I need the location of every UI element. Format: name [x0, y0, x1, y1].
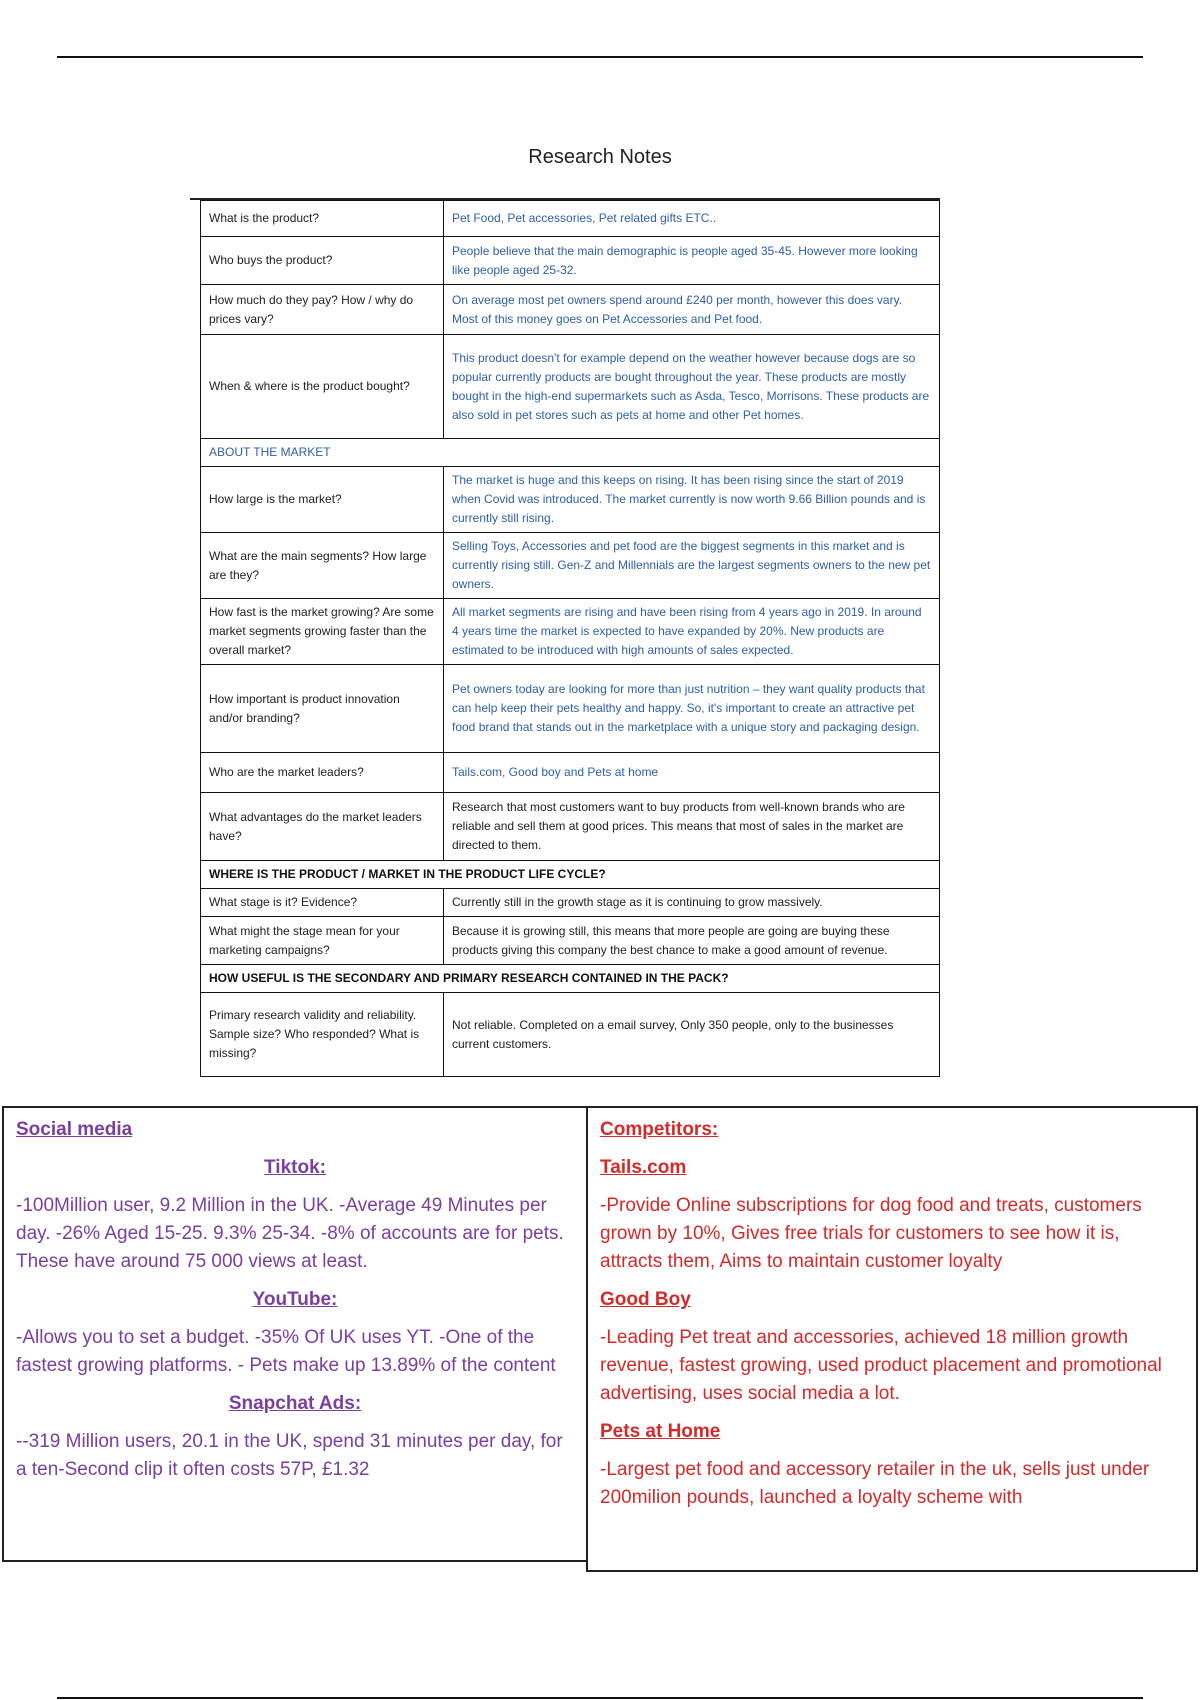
question-cell: Who are the market leaders? — [201, 753, 444, 793]
table-row — [201, 917, 940, 965]
competitor-text: -Leading Pet treat and accessories, achieved 18 million growth revenue, fastest growing, used product placement and promotional advertising, uses social media a lot. — [600, 1327, 1162, 1404]
section-row — [201, 965, 940, 993]
section-row — [201, 861, 940, 889]
competitor-name: Tails.com — [600, 1157, 687, 1178]
answer-cell: Selling Toys, Accessories and pet food are the biggest segments in this market and is currently rising still. Gen-Z and Millennials are the largest segments owners to the new pet owners. — [444, 533, 940, 599]
question-cell: What might the stage mean for your marketing campaigns? — [201, 917, 444, 965]
research-table — [200, 200, 940, 1077]
answer-cell: Not reliable. Completed on a email survey, Only 350 people, only to the businesses current customers. — [444, 993, 940, 1077]
competitor-name: Good Boy — [600, 1289, 691, 1310]
answer-cell: Pet Food, Pet accessories, Pet related gifts ETC.. — [444, 201, 940, 237]
competitor-text: -Provide Online subscriptions for dog food and treats, customers grown by 10%, Gives free trials for customers to see how it is, attracts them, Aims to maintain customer loyalty — [600, 1195, 1142, 1272]
table-row — [201, 889, 940, 917]
table-row — [201, 237, 940, 285]
snapchat-heading: Snapchat Ads: — [228, 1393, 362, 1414]
answer-cell: All market segments are rising and have been rising from 4 years ago in 2019. In around 4 years time the market is expected to have expanded by 20%. New products are estimated to be introduced with high amounts of sales expected. — [444, 599, 940, 665]
tiktok-heading: Tiktok: — [264, 1157, 326, 1178]
answer-cell: Tails.com, Good boy and Pets at home — [444, 753, 940, 793]
competitors-heading: Competitors: — [600, 1119, 719, 1140]
social-media-box — [2, 1106, 588, 1562]
competitor-name: Pets at Home — [600, 1421, 721, 1442]
question-cell: How important is product innovation and/or branding? — [201, 665, 444, 753]
table-row — [201, 665, 940, 753]
answer-cell: On average most pet owners spend around £240 per month, however this does vary. Most of this money goes on Pet Accessories and Pet food. — [444, 285, 940, 335]
answer-cell: Research that most customers want to buy products from well-known brands who are reliable and sell them at good prices. This means that most of sales in the market are directed to them. — [444, 793, 940, 861]
question-cell: How fast is the market growing? Are some market segments growing faster than the overall market? — [201, 599, 444, 665]
competitor-text: -Largest pet food and accessory retailer in the uk, sells just under 200milion pounds, launched a loyalty scheme with — [600, 1459, 1150, 1508]
question-cell: What is the product? — [201, 201, 444, 237]
table-row — [201, 753, 940, 793]
table-row — [201, 793, 940, 861]
question-cell: When & where is the product bought? — [201, 335, 444, 439]
question-cell: What are the main segments? How large are they? — [201, 533, 444, 599]
answer-cell: Because it is growing still, this means that more people are going are buying these products giving this company the best chance to make a good amount of revenue. — [444, 917, 940, 965]
table-row — [201, 335, 940, 439]
section-row — [201, 439, 940, 467]
question-cell: How much do they pay? How / why do prices vary? — [201, 285, 444, 335]
section-heading-market: ABOUT THE MARKET — [201, 439, 940, 467]
answer-cell: Pet owners today are looking for more than just nutrition – they want quality products that can help keep their pets healthy and happy. So, it's important to create an attractive pet food brand that stands out in the marketplace with a unique story and packaging design. — [444, 665, 940, 753]
table-row — [201, 201, 940, 237]
answer-cell: Currently still in the growth stage as it is continuing to grow massively. — [444, 889, 940, 917]
competitors-box — [586, 1106, 1198, 1572]
question-cell: Primary research validity and reliability. Sample size? Who responded? What is missing? — [201, 993, 444, 1077]
table-row — [201, 599, 940, 665]
question-cell: What advantages do the market leaders have? — [201, 793, 444, 861]
section-heading-research: HOW USEFUL IS THE SECONDARY AND PRIMARY RESEARCH CONTAINED IN THE PACK? — [201, 965, 940, 993]
table-row — [201, 285, 940, 335]
social-media-heading: Social media — [16, 1119, 133, 1140]
youtube-text: -Allows you to set a budget. -35% Of UK uses YT. -One of the fastest growing platforms. - Pets make up 13.89% of the content — [16, 1327, 556, 1376]
youtube-heading: YouTube: — [252, 1289, 338, 1310]
tiktok-text: -100Million user, 9.2 Million in the UK. -Average 49 Minutes per day. -26% Aged 15-25. 9.3% 25-34. -8% of accounts are for pets. These have around 75 000 views at least. — [16, 1195, 564, 1272]
question-cell: What stage is it? Evidence? — [201, 889, 444, 917]
snapchat-text: --319 Million users, 20.1 in the UK, spend 31 minutes per day, for a ten-Second clip it often costs 57P, £1.32 — [16, 1431, 563, 1480]
table-row — [201, 467, 940, 533]
top-rule — [57, 56, 1143, 58]
question-cell: Who buys the product? — [201, 237, 444, 285]
page-title: Research Notes — [528, 146, 672, 168]
answer-cell: The market is huge and this keeps on rising. It has been rising since the start of 2019 when Covid was introduced. The market currently is now worth 9.66 Billion pounds and is currently still rising. — [444, 467, 940, 533]
bottom-rule — [57, 1697, 1143, 1699]
table-row — [201, 533, 940, 599]
question-cell: How large is the market? — [201, 467, 444, 533]
table-row — [201, 993, 940, 1077]
section-heading-lifecycle: WHERE IS THE PRODUCT / MARKET IN THE PRODUCT LIFE CYCLE? — [201, 861, 940, 889]
answer-cell: This product doesn't for example depend on the weather however because dogs are so popular currently products are bought throughout the year. These products are mostly bought in the high-end supermarkets such as Asda, Tesco, Morrisons. These products are also sold in pet stores such as pets at home and other Pet homes. — [444, 335, 940, 439]
answer-cell: People believe that the main demographic is people aged 35-45. However more looking like people aged 25-32. — [444, 237, 940, 285]
